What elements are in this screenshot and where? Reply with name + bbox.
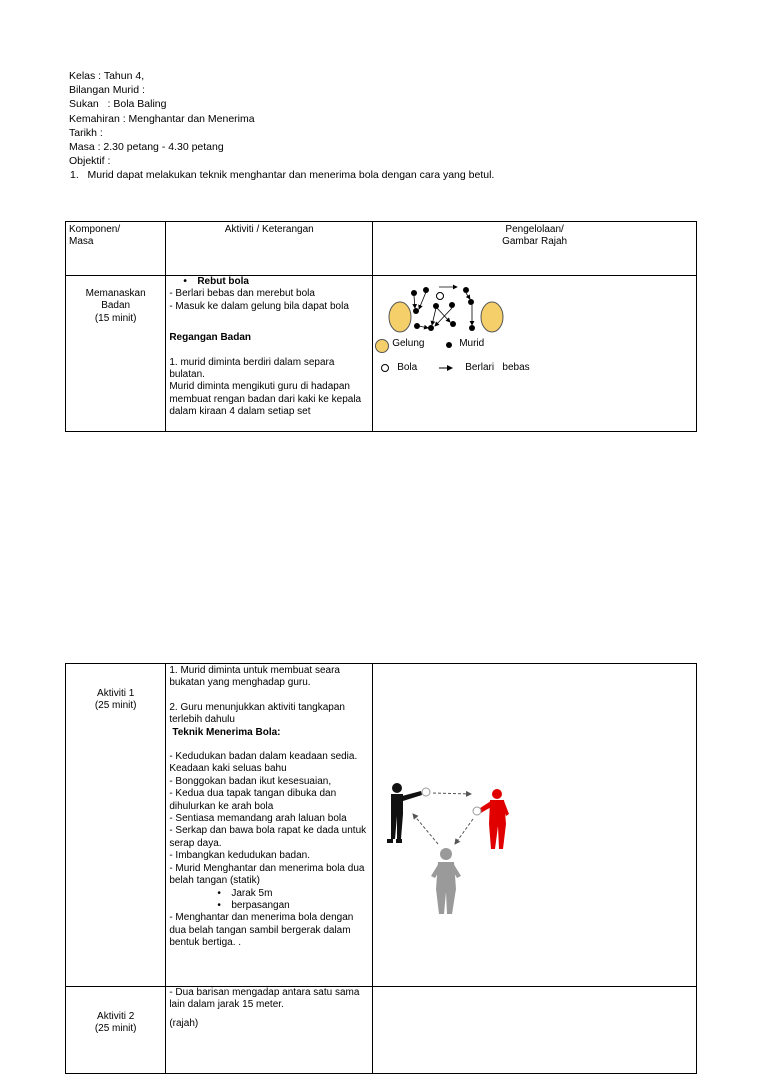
act1-title: Teknik Menerima Bola: [172,726,281,738]
table-row [66,276,697,432]
legend-hoop-icon [376,340,389,353]
table-row [66,987,697,1074]
activity-cell [166,987,373,1074]
header-komponen-line2: Masa [69,236,94,248]
table-row [66,664,697,987]
warmup-table [65,221,697,432]
player-grey-icon [431,848,461,914]
table-header-row [66,222,697,276]
masa: Masa : 2.30 petang - 4.30 petang [69,141,224,154]
act1-line-2: - Bonggokan badan ikut kesesuaian, [169,775,332,787]
act2-line-2: (rajah) [169,1017,199,1029]
act1-sub-2: • berpasangan [169,900,369,912]
component-cell [66,987,166,1074]
act2-line-1: - Dua barisan mengadap antara satu sama lain dalam jarak 15 meter. [169,987,360,1011]
hoop-left-icon [389,302,411,332]
activity-cell [166,276,373,432]
act1-last: - Menghantar dan menerima bola dengan dua belah tangan sambil bergerak dalam bentuk bertiga. . [169,912,354,949]
legend-berlari: Berlari bebas [465,362,530,373]
activity-cell [166,664,373,987]
hoop-right-icon [481,302,503,332]
kemahiran: Kemahiran : Menghantar dan Menerima [69,112,255,125]
objektif-1: 1. Murid dapat melakukan teknik menghantar dan menerima bola dengan cara yang betul. [70,169,495,182]
legend-ball-icon [382,365,389,372]
regangan-text: 1. murid diminta berdiri dalam separa bulatan. [169,356,335,381]
sukan: Sukan : Bola Baling [69,98,167,111]
diagram-cell [373,276,697,432]
regangan-title: Regangan Badan [169,332,252,344]
diagram-cell [373,664,697,987]
act1-line-1: - Kedudukan badan dalam keadaan sedia. Keadaan kaki seluas bahu [169,751,358,775]
legend-player-icon [446,342,452,348]
pass-arrows [413,793,473,844]
ball-icon [437,293,444,300]
player-black-icon [387,783,422,843]
component-cell [66,276,166,432]
component-line1: Memanaskan [85,288,146,299]
component-line3: (15 minit) [94,312,137,324]
rebut-line-1: - Berlari bebas dan merebut bola [169,288,315,300]
act1-line-3: - Kedua dua tapak tangan dibuka dan dihulurkan ke arah bola [169,788,337,812]
header-aktiviti: Aktiviti / Keterangan [166,222,373,276]
lesson-header [69,69,494,183]
ball-2-icon [473,807,481,815]
component-line2: (25 minit) [94,1023,137,1035]
component-line2: (25 minit) [94,700,137,712]
act1-p1: 1. Murid diminta untuk membuat seara bukatan yang menghadap guru. [169,665,340,689]
header-pengelolaan-line2: Gambar Rajah [502,236,568,248]
component-line1: Aktiviti 1 [97,688,135,699]
objektif: Objektif : [69,155,111,168]
header-komponen-line1: Komponen/ [69,224,121,235]
rebut-title: • Rebut bola [169,276,369,288]
act1-line-5: - Serkap dan bawa bola rapat ke dada untuk serap daya. [169,825,367,849]
tarikh: Tarikh : [69,126,103,139]
component-line2: Badan [101,300,131,312]
header-pengelolaan-line1: Pengelolaan/ [505,224,564,235]
regangan-text2: Murid diminta mengikuti guru di hadapan membuat rengan badan dari kaki ke kepala dalam kiraan 4 dalam setiap set [169,381,362,418]
player-red-icon [477,789,509,849]
run-arrows [414,287,472,328]
component-cell [66,664,166,987]
diagram-cell [373,987,697,1074]
activity-table [65,663,697,1074]
bilangan-murid: Bilangan Murid : [69,84,145,97]
act1-p2: 2. Guru menunjukkan aktiviti tangkapan terlebih dahulu [169,701,345,726]
act1-sub-1: • Jarak 5m [169,888,369,900]
ball-1-icon [422,788,430,796]
legend-murid: Murid [459,338,485,349]
act1-line-7: - Murid Menghantar dan menerima bola dua belah tangan (statik) [169,862,365,887]
legend-bola: Bola [397,362,418,373]
act1-line-6: - Imbangkan kedudukan badan. [169,850,310,862]
legend-gelung: Gelung [392,338,425,349]
component-line1: Aktiviti 2 [97,1011,135,1022]
kelas: Kelas : Tahun 4, [69,70,145,82]
act1-line-4: - Sentiasa memandang arah laluan bola [169,813,347,825]
header-komponen [66,222,166,276]
rebut-line-2: - Masuk ke dalam gelung bila dapat bola [169,300,349,312]
header-pengelolaan [373,222,697,276]
passing-diagram [373,664,686,964]
